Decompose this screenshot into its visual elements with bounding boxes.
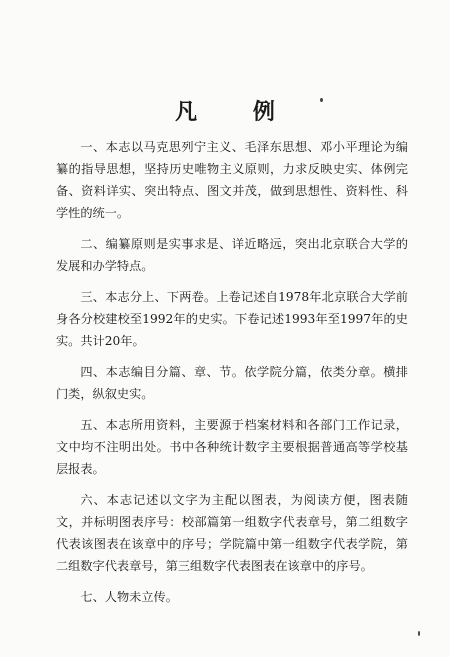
scan-speck bbox=[418, 631, 420, 636]
guideline-item-4: 四、本志编目分篇、章、节。依学院分篇，依类分章。横排门类，纵叙史实。 bbox=[56, 365, 408, 401]
guideline-item-5: 五、本志所用资料，主要源于档案材料和各部门工作记录，文中均不注明出处。书中各种统计数字主要根据普通高等学校基层报表。 bbox=[56, 418, 408, 476]
page-title: 凡 例 bbox=[175, 99, 299, 125]
guideline-item-7: 七、人物未立传。 bbox=[80, 590, 178, 604]
guideline-item-6: 六、本志记述以文字为主配以图表，为阅读方便，图表随文，并标明图表序号：校部篇第一组数字代表章号，第二组数字代表该图表在该章中的序号；学院篇中第一组数字代表学院，第二组数字代表章号，第三组数字代表图表在该章中的序号。 bbox=[56, 493, 408, 573]
scan-speck bbox=[320, 98, 323, 102]
guideline-item-1: 一、本志以马克思列宁主义、毛泽东思想、邓小平理论为编纂的指导思想，坚持历史唯物主义原则，力求反映史实、体例完备、资料详实、突出特点、图文并茂，做到思想性、资料性、科学性的统一。 bbox=[56, 140, 408, 220]
guideline-item-3: 三、本志分上、下两卷。上卷记述自1978年北京联合大学前身各分校建校至1992年的史实。下卷记述1993年至1997年的史实。共计20年。 bbox=[56, 290, 408, 348]
guidelines-body bbox=[56, 136, 408, 617]
guideline-item-2: 二、编纂原则是实事求是、详近略远，突出北京联合大学的发展和办学特点。 bbox=[56, 237, 408, 273]
